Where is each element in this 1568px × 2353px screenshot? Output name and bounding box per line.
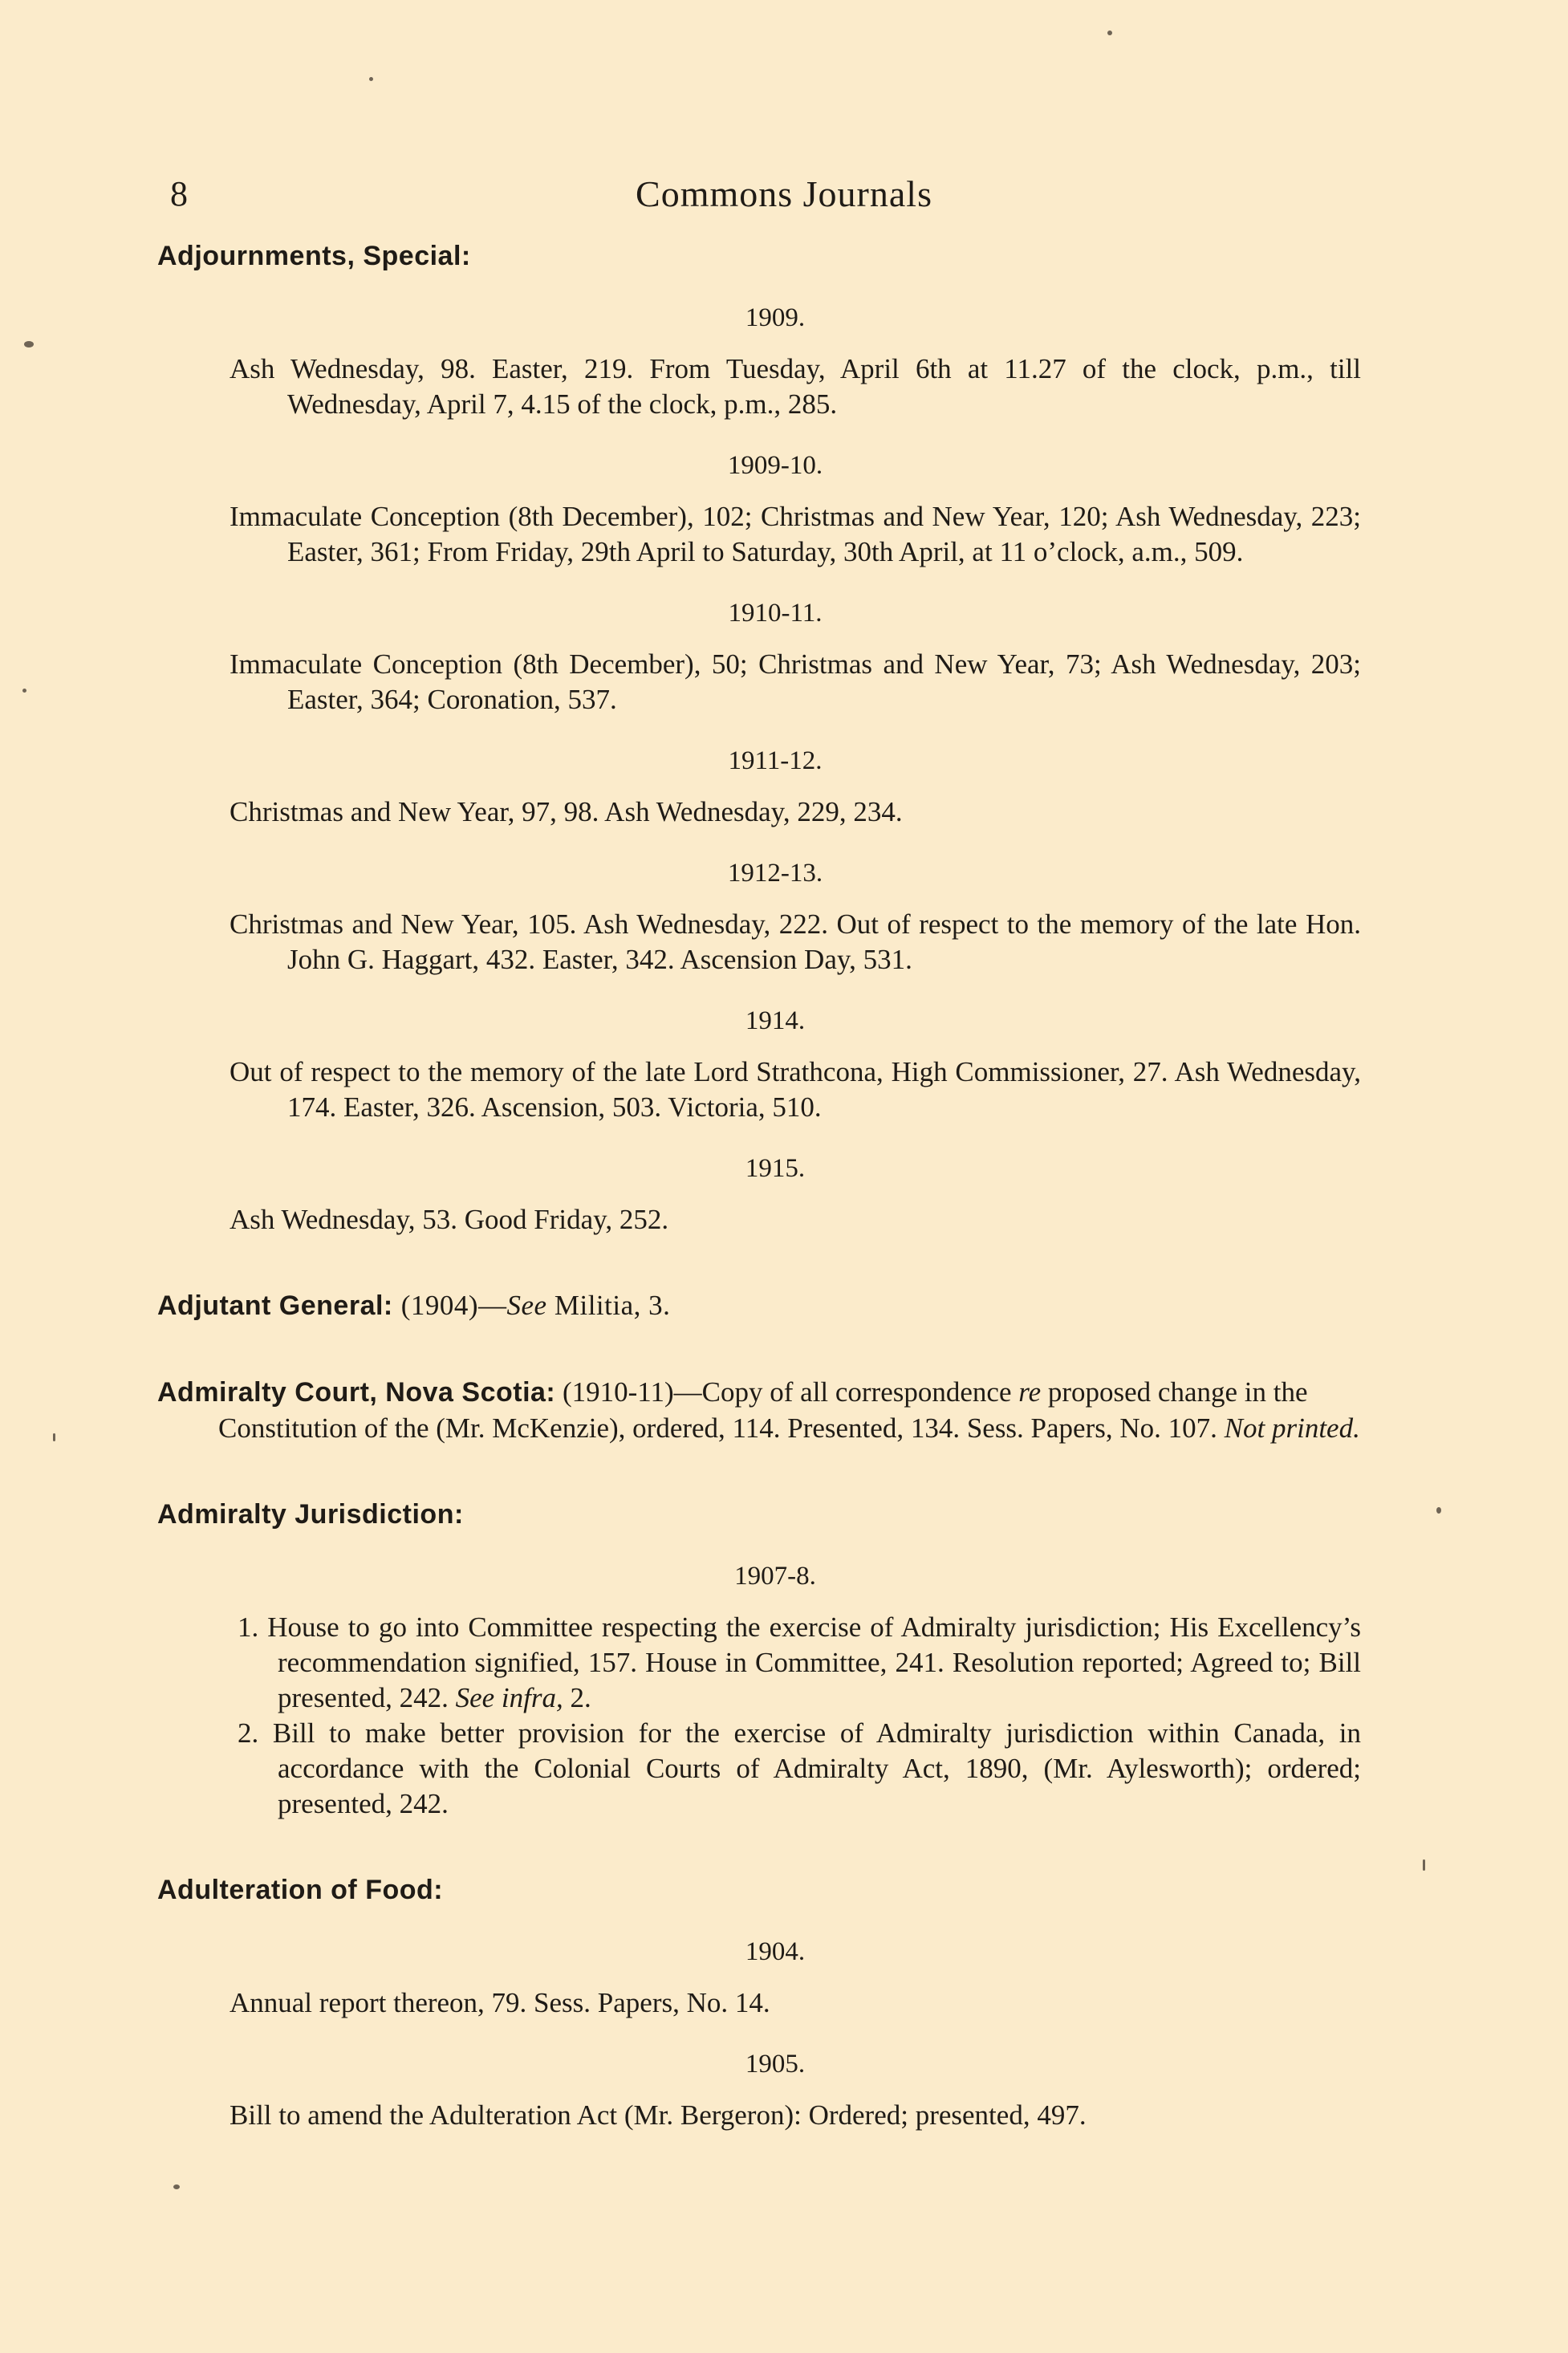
entry-text: Bill to amend the Adulteration Act (Mr. Bergeron): Ordered; presented, 497. — [230, 2099, 1087, 2131]
entry-text — [401, 1290, 671, 1321]
paper-speck — [1107, 30, 1112, 35]
entry-heading: Adjournments, Special: — [157, 241, 471, 271]
entry-paragraph — [157, 1374, 1361, 1446]
entry-adulteration-of-food — [157, 1871, 1361, 2133]
entry-heading: Admiralty Court, Nova Scotia: — [157, 1377, 556, 1408]
not-printed-note: Not printed. — [1224, 1412, 1360, 1444]
numbered-item — [218, 1716, 1361, 1822]
entry-admiralty-jurisdiction — [157, 1496, 1361, 1822]
entry-admiralty-court — [157, 1374, 1361, 1446]
year-heading: 1905. — [745, 2050, 806, 2079]
paper-speck — [22, 689, 26, 693]
item-number: 2. — [238, 1717, 259, 1749]
entry-text-b: proposed change in the Constitution of the (Mr. McKenzie), ordered, 114. Presented, 134. Sess. Papers, No. 107. — [218, 1376, 1308, 1444]
paper-speck — [369, 77, 373, 81]
see-reference: See — [506, 1290, 547, 1321]
year-heading: 1911-12. — [728, 746, 823, 775]
paper-speck — [1436, 1507, 1441, 1514]
item-text: Bill to make better provision for the exercise of Admiralty jurisdiction within Canada, in accordance with the Colonial Courts of Admiralty Act, 1890, (Mr. Aylesworth); ordered; presented, 242. — [272, 1717, 1362, 1819]
index-body — [157, 238, 1361, 2133]
entry-text: Christmas and New Year, 97, 98. Ash Wednesday, 229, 234. — [230, 796, 903, 827]
entry-text: Out of respect to the memory of the late Lord Strathcona, High Commissioner, 27. Ash Wednesday, 174. Easter, 326. Ascension, 503. Victoria, 510. — [230, 1056, 1361, 1123]
running-title: Commons Journals — [636, 173, 932, 214]
entry-adjournments-special — [157, 238, 1361, 1237]
page-number: 8 — [170, 174, 188, 213]
numbered-item — [218, 1610, 1361, 1716]
year-heading: 1907-8. — [734, 1562, 816, 1591]
entry-text-pre: (1904)— — [400, 1290, 507, 1321]
entry-text: Annual report thereon, 79. Sess. Papers, No. 14. — [230, 1987, 770, 2018]
paper-speck — [53, 1433, 55, 1441]
page-header — [170, 170, 1398, 218]
year-heading: 1915. — [745, 1154, 806, 1183]
entry-adjutant-general — [157, 1287, 1361, 1324]
entry-text: Ash Wednesday, 53. Good Friday, 252. — [230, 1204, 669, 1235]
see-infra-reference: See infra, — [455, 1682, 563, 1713]
item-number: 1. — [238, 1611, 259, 1643]
year-heading: 1909. — [745, 303, 806, 332]
year-heading: 1904. — [745, 1937, 806, 1966]
year-heading: 1909-10. — [727, 451, 823, 480]
entry-heading: Admiralty Jurisdiction: — [157, 1499, 464, 1530]
entry-text: Immaculate Conception (8th December), 50; Christmas and New Year, 73; Ash Wednesday, 203; Easter, 364; Coronation, 537. — [230, 648, 1361, 715]
re-italic: re — [1018, 1376, 1042, 1408]
year-heading: 1910-11. — [728, 599, 823, 628]
paper-speck — [173, 2184, 180, 2189]
year-heading: 1914. — [745, 1006, 806, 1035]
entry-heading: Adjutant General: — [157, 1290, 393, 1321]
entry-text-a: (1910-11)—Copy of all correspondence — [563, 1376, 1019, 1408]
entry-heading: Adulteration of Food: — [157, 1875, 444, 1905]
entry-line — [157, 1287, 1361, 1324]
year-heading: 1912-13. — [727, 859, 823, 888]
entry-text: Christmas and New Year, 105. Ash Wednesday, 222. Out of respect to the memory of the late Hon. John G. Haggart, 432. Easter, 342. Ascension Day, 531. — [230, 908, 1361, 975]
paper-speck — [1423, 1859, 1425, 1871]
entry-text: Ash Wednesday, 98. Easter, 219. From Tuesday, April 6th at 11.27 of the clock, p.m., till Wednesday, April 7, 4.15 of the clock, p.m., 285. — [230, 353, 1361, 420]
entry-text-post: Militia, 3. — [546, 1290, 671, 1321]
entry-text: Immaculate Conception (8th December), 102; Christmas and New Year, 120; Ash Wednesday, 223; Easter, 361; From Friday, 29th April to Saturday, 30th April, at 11 o’clock, a.m., 509. — [230, 501, 1361, 567]
item-tail: 2. — [563, 1682, 591, 1713]
paper-speck — [24, 341, 34, 347]
item-text: House to go into Committee respecting the exercise of Admiralty jurisdiction; His Excellency’s recommendation signified, 157. House in Committee, 241. Resolution reported; Agreed to; Bill presented, 242. — [267, 1611, 1361, 1713]
